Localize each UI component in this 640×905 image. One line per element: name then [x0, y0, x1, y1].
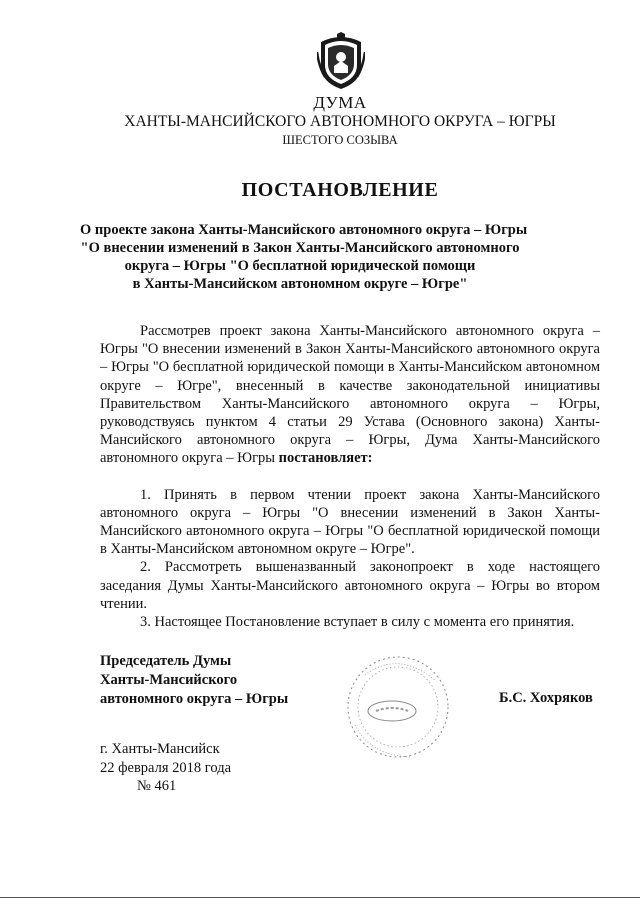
signatory-title-line: Председатель Думы — [100, 653, 232, 669]
signatory-title-line: автономного округа – Югры — [100, 691, 289, 707]
document-type-title: ПОСТАНОВЛЕНИЕ — [241, 179, 439, 201]
coat-of-arms-emblem — [317, 32, 365, 90]
item-paragraph-1: 1. Принять в первом чтении проект закона Ханты-Мансийского автономного округа – Югры "О внесении изменений в Закон Ханты-Мансийского автономного округа – Югры "О бесплатной юридической помощи в Ханты-Мансийском автономном округе – Югре". — [100, 486, 600, 558]
header-duma: ДУМА — [313, 93, 367, 112]
header-convocation: ШЕСТОГО СОЗЫВА — [282, 133, 398, 147]
official-seal-stamp — [340, 645, 450, 770]
subject-line: О проекте закона Ханты-Мансийского автономного округа – Югры — [80, 222, 528, 238]
document-body — [100, 322, 600, 631]
subject-line: "О внесении изменений в Закон Ханты-Мансийского автономного — [80, 240, 520, 256]
document-date: 22 февраля 2018 года — [100, 759, 232, 776]
subject-line: в Ханты-Мансийском автономном округе – Югре" — [132, 276, 468, 292]
page-bottom-divider — [0, 897, 640, 898]
header-region: ХАНТЫ-МАНСИЙСКОГО АВТОНОМНОГО ОКРУГА – ЮГРЫ — [124, 113, 556, 130]
document-place-date — [100, 740, 231, 796]
place-name: г. Ханты-Мансийск — [100, 741, 220, 757]
subject-line: округа – Югры "О бесплатной юридической помощи — [124, 258, 476, 274]
document-subject — [80, 221, 528, 293]
preamble-text: Рассмотрев проект закона Ханты-Мансийского автономного округа – Югры "О внесении изменений в Закон Ханты-Мансийского автономного округа – Югры "О бесплатной юридической помощи в Ханты-Мансийском автономном округе – Югре", внесенный в качестве законодательной инициативы Правительством Ханты-Мансийского автономного округа – Югры, руководствуясь пунктом 4 статьи 29 Устава (Основного закона) Ханты-Мансийского автономного округа – Югры, Дума Ханты-Мансийского автономного округа – Югры — [100, 323, 600, 467]
item-paragraph-3: 3. Настоящее Постановление вступает в силу с момента его принятия. — [140, 614, 575, 631]
preamble-paragraph — [100, 322, 600, 468]
signatory-title — [100, 652, 288, 709]
item-paragraph-2: 2. Рассмотреть вышеназванный законопроект в ходе настоящего заседания Думы Ханты-Мансийского автономного округа – Югры во втором чтении. — [100, 559, 600, 612]
signatory-title-line: Ханты-Мансийского — [100, 672, 238, 688]
signatory-name: Б.С. Хохряков — [499, 690, 593, 706]
decides-keyword: постановляет: — [278, 450, 373, 467]
document-number: № 461 — [137, 778, 177, 794]
